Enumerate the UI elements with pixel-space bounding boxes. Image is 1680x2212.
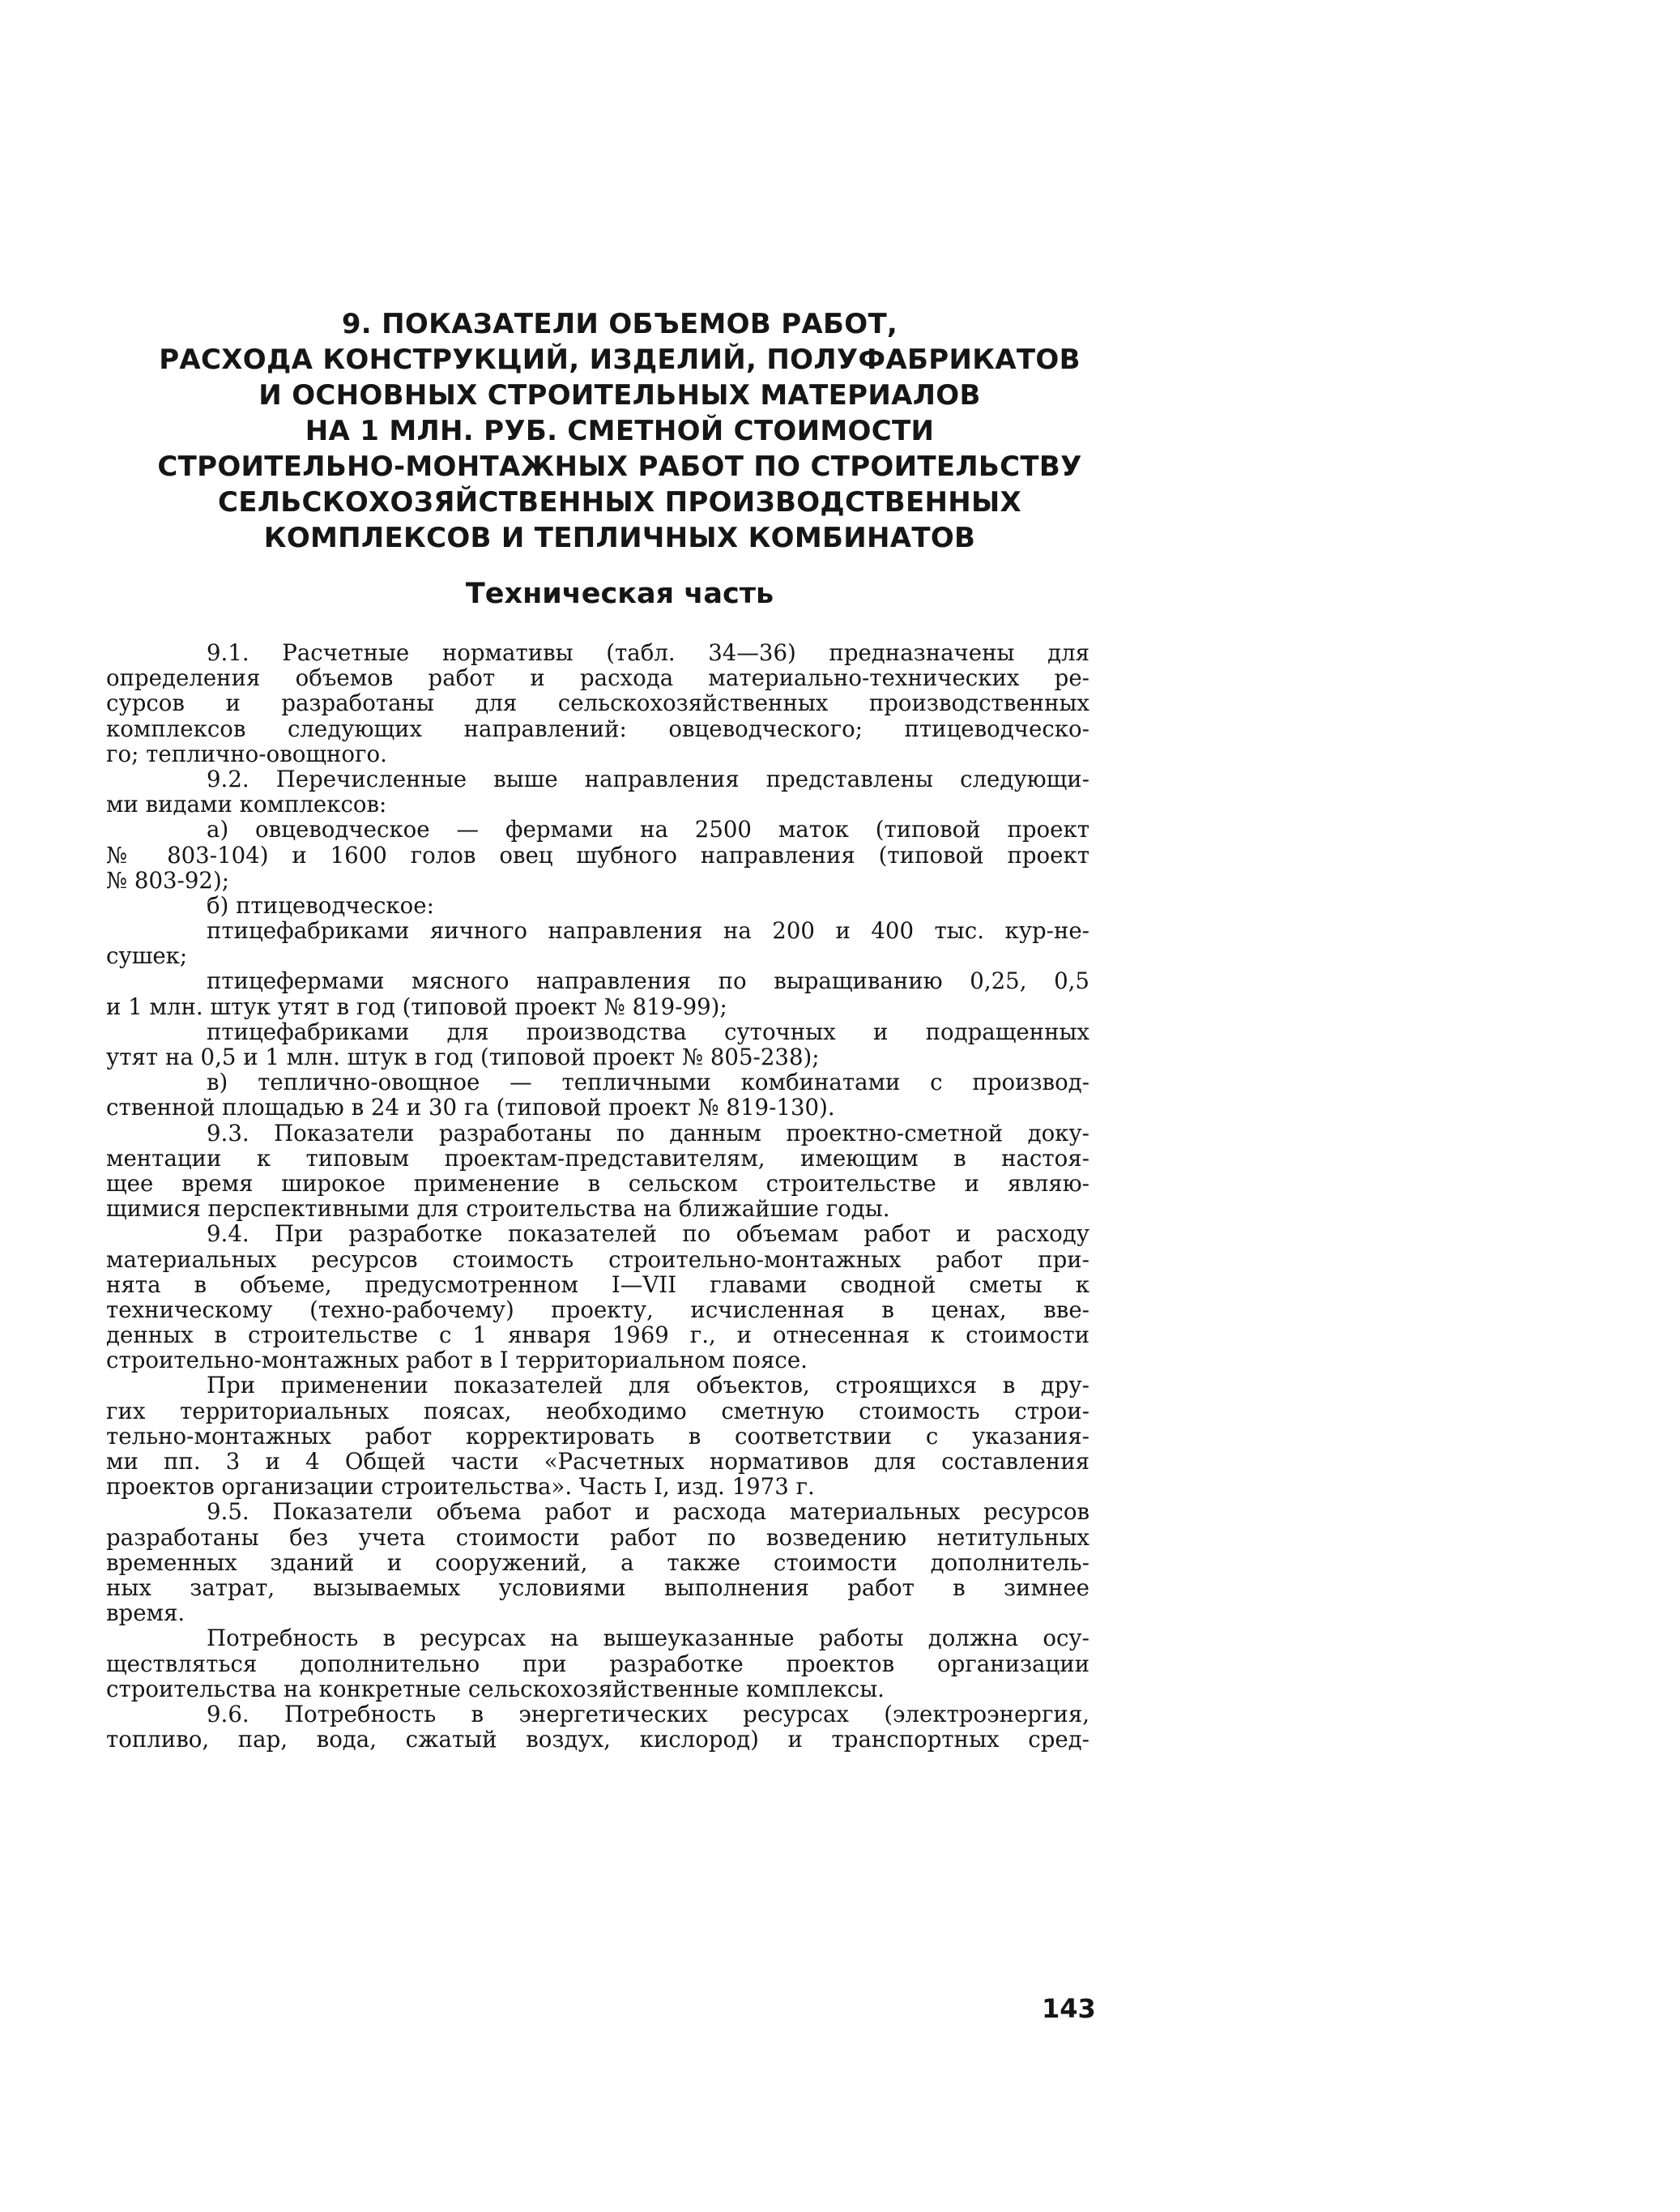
text-line: ственной площадью в 24 и 30 га (типовой проект № 819-130).: [106, 1095, 835, 1121]
text-line: ми видами комплексов:: [106, 792, 387, 818]
text-line: техническому (техно-рабочему) проекту, исчисленная в ценах, вве-: [106, 1296, 1089, 1323]
text-line: разработаны без учета стоимости работ по возведению нетитульных: [106, 1524, 1089, 1550]
text-line: строительно-монтажных работ в I территориальном поясе.: [106, 1347, 808, 1373]
text-line: сурсов и разработаны для сельскохозяйственных производственных: [106, 690, 1089, 716]
text-line: материальных ресурсов стоимость строительно-монтажных работ при-: [106, 1246, 1089, 1272]
text-line: ми пп. 3 и 4 Общей части «Расчетных нормативов для составления: [106, 1449, 1089, 1475]
text-line: 9.2. Перечисленные выше направления представлены следующи-: [207, 766, 1089, 792]
text-line: щее время широкое применение в сельском строительстве и являю-: [106, 1170, 1089, 1197]
text-line: 9.3. Показатели разработаны по данным проектно-сметной доку-: [207, 1120, 1089, 1146]
text-line: 9.6. Потребность в энергетических ресурсах (электроэнергия,: [207, 1701, 1089, 1727]
text-line: денных в строительстве с 1 января 1969 г., и отнесенная к стоимости: [106, 1322, 1089, 1348]
heading-line: 9. ПОКАЗАТЕЛИ ОБЪЕМОВ РАБОТ,: [341, 308, 898, 340]
text-line: ных затрат, вызываемых условиями выполнения работ в зимнее: [106, 1574, 1089, 1601]
text-line: б) птицеводческое:: [207, 892, 434, 919]
text-line: временных зданий и сооружений, а также стоимости дополнитель-: [106, 1549, 1089, 1575]
text-line: № 803-92);: [106, 867, 230, 893]
text-line: утят на 0,5 и 1 млн. штук в год (типовой проект № 805-238);: [106, 1044, 820, 1070]
text-line: и 1 млн. штук утят в год (типовой проект № 819-99);: [106, 993, 727, 1019]
text-line: сушек;: [106, 943, 188, 969]
heading-line: НА 1 МЛН. РУБ. СМЕТНОЙ СТОИМОСТИ: [305, 415, 935, 447]
text-line: гих территориальных поясах, необходимо сметную стоимость строи-: [106, 1398, 1089, 1424]
text-line: 9.5. Показатели объема работ и расхода материальных ресурсов: [207, 1499, 1089, 1525]
text-line: № 803-104) и 1600 голов овец шубного направления (типовой проект: [106, 842, 1089, 868]
heading-line: КОМПЛЕКСОВ И ТЕПЛИЧНЫХ КОМБИНАТОВ: [263, 522, 976, 554]
text-line: ществляться дополнительно при разработке проектов организации: [106, 1650, 1089, 1676]
text-line: время.: [106, 1600, 185, 1626]
text-line: комплексов следующих направлений: овцеводческого; птицеводческо-: [106, 715, 1089, 741]
body-text: [106, 640, 1089, 1752]
text-line: птицефабриками для производства суточных и подращенных: [207, 1018, 1089, 1044]
text-line: го; теплично-овощного.: [106, 741, 387, 767]
subheading: Техническая часть: [465, 578, 774, 610]
text-line: в) теплично-овощное — тепличными комбинатами с производ-: [207, 1070, 1089, 1095]
text-line: нята в объеме, предусмотренном I—VII главами сводной сметы к: [106, 1271, 1089, 1297]
text-line: При применении показателей для объектов, строящихся в дру-: [207, 1373, 1089, 1399]
heading-line: И ОСНОВНЫХ СТРОИТЕЛЬНЫХ МАТЕРИАЛОВ: [258, 379, 981, 412]
page-number: 143: [1042, 1993, 1096, 2024]
text-line: щимися перспективными для строительства на ближайшие годы.: [106, 1196, 890, 1222]
text-line: Потребность в ресурсах на вышеуказанные работы должна осу-: [207, 1625, 1089, 1651]
text-line: птицефермами мясного направления по выращиванию 0,25, 0,5: [207, 968, 1089, 994]
text-line: а) овцеводческое — фермами на 2500 маток (типовой проект: [207, 817, 1089, 843]
section-heading: [146, 306, 1094, 556]
text-line: 9.4. При разработке показателей по объемам работ и расходу: [207, 1221, 1089, 1247]
text-line: ментации к типовым проектам-представителям, имеющим в настоя-: [106, 1145, 1089, 1171]
text-line: строительства на конкретные сельскохозяйственные комплексы.: [106, 1676, 885, 1702]
heading-line: РАСХОДА КОНСТРУКЦИЙ, ИЗДЕЛИЙ, ПОЛУФАБРИКАТОВ: [159, 344, 1081, 376]
text-line: топливо, пар, вода, сжатый воздух, кислород) и транспортных сред-: [106, 1727, 1089, 1753]
text-line: проектов организации строительства». Часть I, изд. 1973 г.: [106, 1474, 815, 1500]
heading-line: СЕЛЬСКОХОЗЯЙСТВЕННЫХ ПРОИЗВОДСТВЕННЫХ: [217, 486, 1022, 519]
text-line: определения объемов работ и расхода материально-технических ре-: [106, 665, 1089, 691]
heading-line: СТРОИТЕЛЬНО-МОНТАЖНЫХ РАБОТ ПО СТРОИТЕЛЬСТВУ: [157, 451, 1082, 483]
text-line: 9.1. Расчетные нормативы (табл. 34—36) предназначены для: [207, 640, 1089, 666]
text-line: птицефабриками яичного направления на 200 и 400 тыс. кур-не-: [207, 918, 1089, 944]
text-line: тельно-монтажных работ корректировать в соответствии с указания-: [106, 1423, 1089, 1449]
